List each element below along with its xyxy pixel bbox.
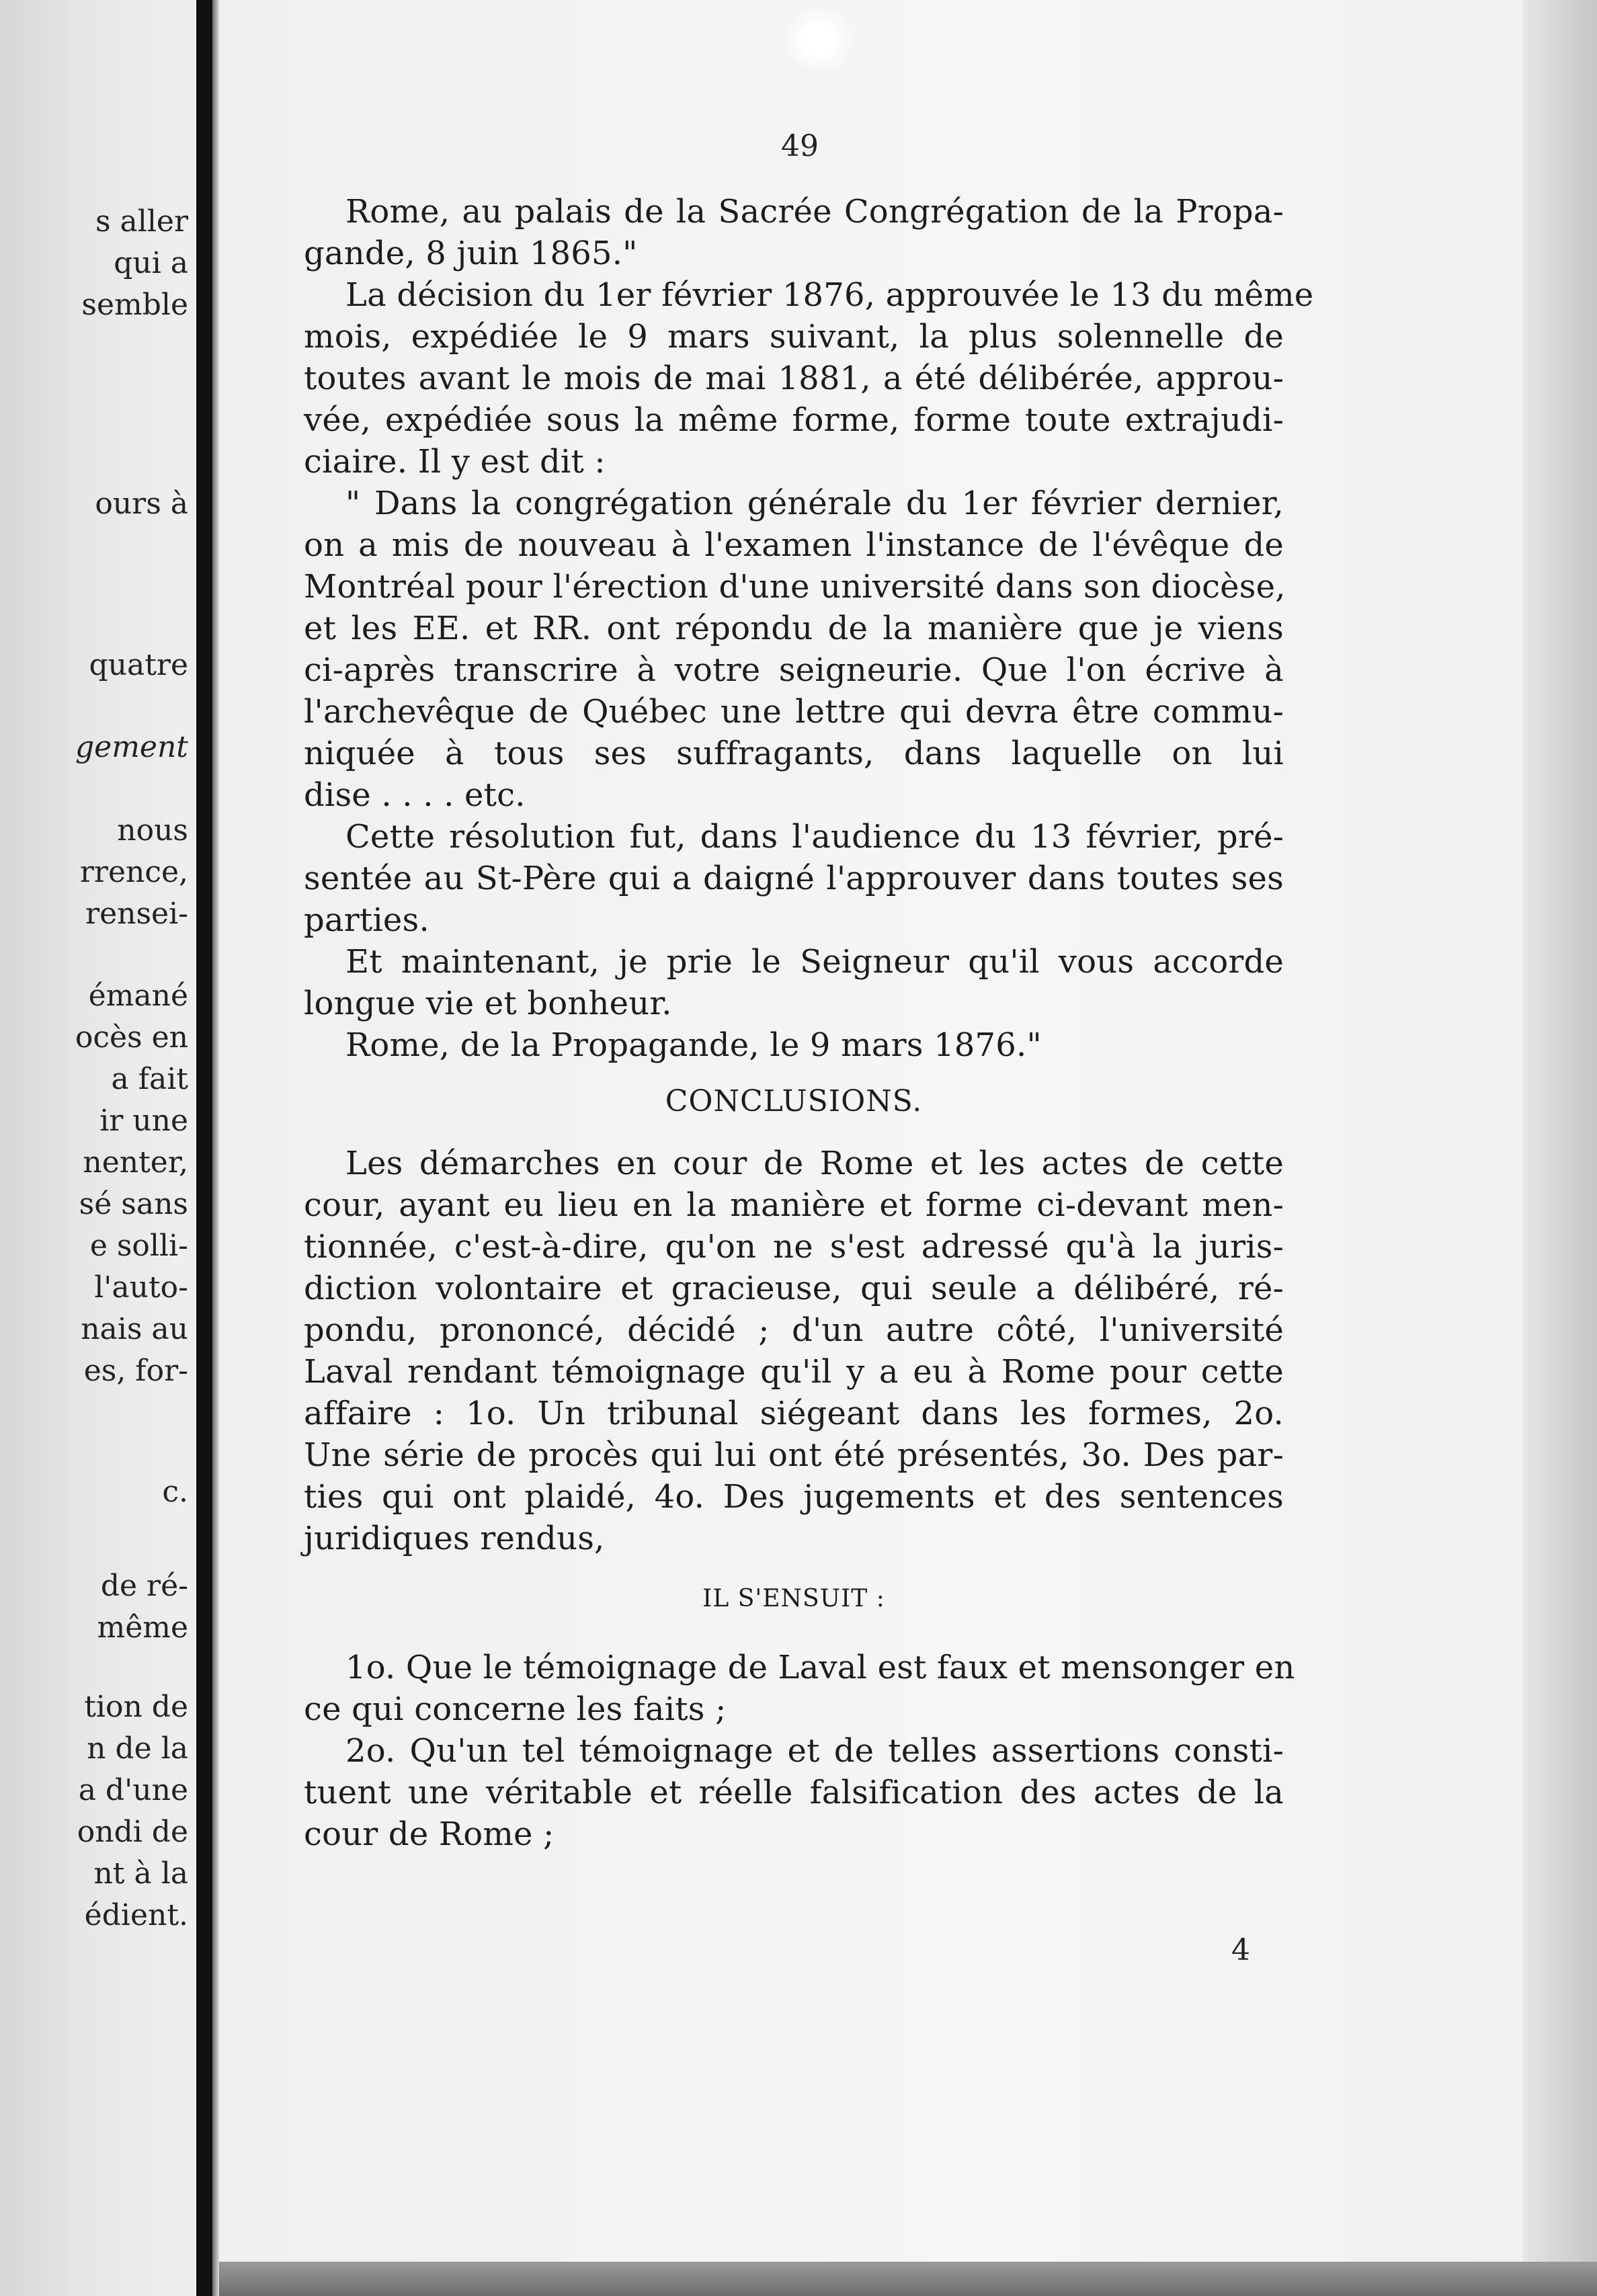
- gutter-shadow: [212, 0, 219, 2296]
- page-edge: [1523, 0, 1597, 2296]
- facing-page-line: édient.: [84, 1898, 188, 1932]
- facing-page-line: rensei-: [85, 897, 188, 931]
- text-line: Montréal pour l'érection d'une université dans son diocèse,: [304, 568, 1286, 606]
- text-line: et les EE. et RR. ont répondu de la manière que je viens: [304, 610, 1284, 647]
- text-line: ci-après transcrire à votre seigneurie. Que l'on écrive à: [304, 651, 1284, 689]
- paragraph-conclusions: [304, 1143, 1284, 1559]
- paragraph-point-1: [304, 1647, 1295, 1730]
- facing-page-line: a d'une: [78, 1773, 188, 1807]
- facing-page-line: même: [97, 1610, 188, 1645]
- text-line: longue vie et bonheur.: [304, 985, 672, 1022]
- text-line: toutes avant le mois de mai 1881, a été délibérée, approu-: [304, 360, 1284, 397]
- facing-page-line: sé sans: [79, 1187, 188, 1221]
- facing-page-line: gement: [75, 730, 188, 764]
- text-line: niquée à tous ses suffragants, dans laquelle on lui: [304, 735, 1284, 772]
- paragraph-point-2: [304, 1730, 1284, 1855]
- text-line: juridiques rendus,: [304, 1520, 605, 1557]
- text-line: l'archevêque de Québec une lettre qui devra être commu-: [304, 693, 1284, 731]
- text-line: ciaire. Il y est dit :: [304, 443, 606, 481]
- facing-page-line: s aller: [95, 204, 188, 239]
- text-line: cour, ayant eu lieu en la manière et forme ci-devant men-: [304, 1186, 1284, 1224]
- facing-page-line: quatre: [89, 648, 188, 682]
- facing-page-line: l'auto-: [94, 1270, 188, 1305]
- text-line: Rome, de la Propagande, le 9 mars 1876.": [345, 1026, 1042, 1064]
- facing-page-line: tion de: [84, 1690, 188, 1724]
- text-line: Rome, au palais de la Sacrée Congrégation de la Propa-: [345, 193, 1284, 231]
- facing-page-line: ir une: [99, 1104, 188, 1138]
- sub-heading: IL S'ENSUIT :: [702, 1585, 885, 1612]
- text-line: " Dans la congrégation générale du 1er février dernier,: [345, 485, 1284, 522]
- facing-page-line: nt à la: [93, 1856, 188, 1891]
- text-line: parties.: [304, 901, 429, 939]
- facing-page-line: c.: [162, 1475, 188, 1509]
- facing-page-line: n de la: [87, 1731, 188, 1766]
- facing-page-line: nenter,: [83, 1145, 188, 1180]
- text-line: pondu, prononcé, décidé ; d'un autre côté, l'université: [304, 1311, 1284, 1349]
- text-line: tionnée, c'est-à-dire, qu'on ne s'est adressé qu'à la juris-: [304, 1228, 1284, 1266]
- facing-page-line: e solli-: [89, 1229, 188, 1263]
- text-line: tuent une véritable et réelle falsification des actes de la: [304, 1774, 1284, 1811]
- text-line: Les démarches en cour de Rome et les actes de cette: [345, 1145, 1284, 1182]
- paragraph-resolution: [304, 816, 1284, 941]
- facing-page-line: qui a: [114, 246, 188, 280]
- scan-bottom-edge: [219, 2262, 1597, 2296]
- text-line: on a mis de nouveau à l'examen l'instance de l'évêque de: [304, 526, 1284, 564]
- text-line: cour de Rome ;: [304, 1815, 555, 1853]
- page-number: 49: [781, 129, 819, 163]
- facing-page-line: ondi de: [77, 1815, 188, 1849]
- text-line: diction volontaire et gracieuse, qui seule a délibéré, ré-: [304, 1270, 1284, 1307]
- body-text: [304, 191, 1314, 1855]
- section-heading: CONCLUSIONS.: [665, 1084, 923, 1118]
- text-line: Et maintenant, je prie le Seigneur qu'il vous accorde: [345, 943, 1284, 981]
- text-line: sentée au St-Père qui a daigné l'approuver dans toutes ses: [304, 860, 1284, 897]
- text-line: mois, expédiée le 9 mars suivant, la plus solennelle de: [304, 318, 1284, 356]
- facing-page-line: de ré-: [100, 1569, 188, 1603]
- binding-gutter: [196, 0, 212, 2296]
- facing-page-line: a fait: [111, 1062, 188, 1096]
- text-line: Une série de procès qui lui ont été présentés, 3o. Des par-: [304, 1436, 1284, 1474]
- text-line: ce qui concerne les faits ;: [304, 1690, 727, 1728]
- paragraph-dateline: [304, 1024, 1284, 1066]
- text-line: ties qui ont plaidé, 4o. Des jugements et des sentences: [304, 1478, 1284, 1516]
- paragraph-decision: [304, 274, 1314, 483]
- facing-page-line: nais au: [81, 1312, 188, 1346]
- facing-page-line: ours à: [95, 487, 188, 521]
- text-line: affaire : 1o. Un tribunal siégeant dans les formes, 2o.: [304, 1395, 1284, 1432]
- facing-page-fragment: [0, 0, 195, 2296]
- text-line: 2o. Qu'un tel témoignage et de telles assertions consti-: [345, 1732, 1284, 1770]
- text-line: vée, expédiée sous la même forme, forme toute extrajudi-: [304, 401, 1284, 439]
- text-line: gande, 8 juin 1865.": [304, 235, 638, 272]
- text-line: dise . . . . etc.: [304, 776, 526, 814]
- facing-page-line: émané: [88, 979, 188, 1013]
- signature-mark: 4: [1231, 1933, 1250, 1967]
- text-line: La décision du 1er février 1876, approuvée le 13 du même: [345, 276, 1314, 314]
- paragraph-blessing: [304, 941, 1284, 1024]
- facing-page-line: nous: [117, 813, 188, 848]
- text-line: 1o. Que le témoignage de Laval est faux et mensonger en: [345, 1649, 1295, 1686]
- text-line: Cette résolution fut, dans l'audience du 13 février, pré-: [345, 818, 1284, 856]
- facing-page-line: semble: [81, 288, 188, 322]
- text-line: Laval rendant témoignage qu'il y a eu à Rome pour cette: [304, 1353, 1284, 1391]
- facing-page-line: es, for-: [83, 1354, 188, 1388]
- facing-page-line: rrence,: [79, 855, 188, 889]
- paragraph-quotation: [304, 483, 1284, 816]
- paper-blemish: [778, 9, 859, 70]
- facing-page-line: ocès en: [75, 1020, 188, 1055]
- paragraph-letter-closing: [304, 191, 1284, 274]
